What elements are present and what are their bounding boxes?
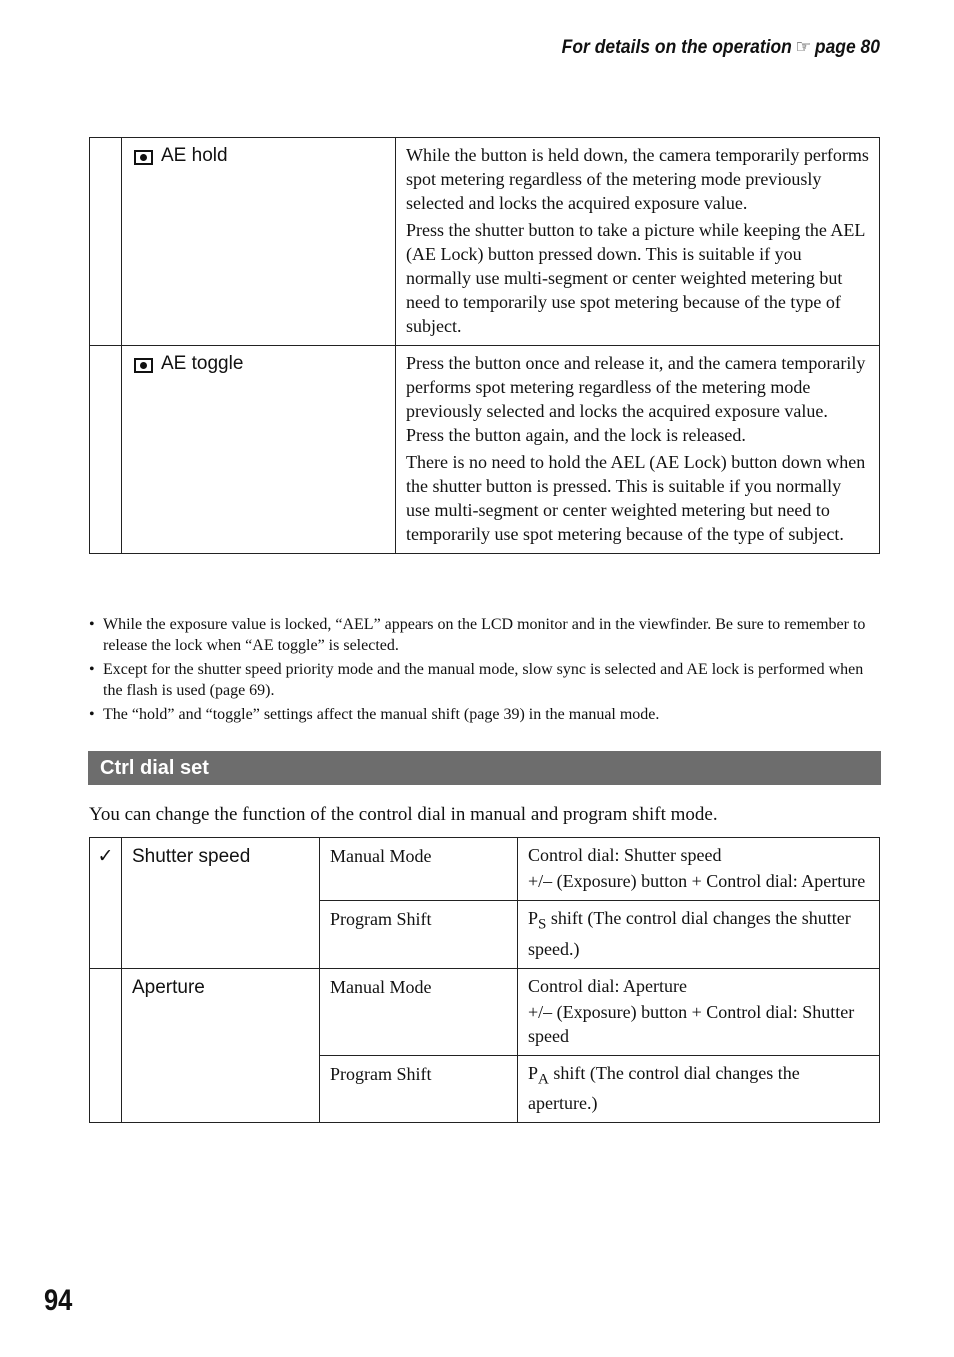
- shift-symbol: P: [528, 908, 539, 928]
- function-text: +/– (Exposure) button + Control dial: Aperture: [528, 871, 866, 891]
- mode-cell: Program Shift: [320, 1055, 518, 1123]
- table-row: [90, 138, 880, 346]
- shift-subscript: S: [538, 916, 547, 933]
- setting-cell: [122, 346, 396, 554]
- mode-cell: Manual Mode: [320, 968, 518, 1055]
- mode-cell: Program Shift: [320, 901, 518, 969]
- page-header: [562, 36, 880, 59]
- setting-cell: [122, 968, 320, 1123]
- empty-cell: [90, 346, 122, 554]
- description-text: Press the shutter button to take a picture while keeping the AEL (AE Lock) button pressed down. This is suitable if you normally use multi-segment or center weighted metering but need to temporarily use spot metering because of the type of subject.: [406, 220, 865, 336]
- header-text: For details on the operation: [561, 37, 792, 58]
- table-row: [90, 346, 880, 554]
- description-text: Press the button once and release it, and the camera temporarily performs spot metering regardless of the metering mode previously selected and locks the acquired exposure value. Press the button again, and the lock is released.: [406, 353, 866, 445]
- function-text: Control dial: Shutter speed: [528, 845, 722, 865]
- function-cell: [518, 1055, 880, 1123]
- setting-label: Shutter speed: [132, 846, 251, 867]
- setting-cell: [122, 138, 396, 346]
- header-page-ref: page 80: [814, 37, 880, 58]
- intro-text: You can change the function of the control dial in manual and program shift mode.: [89, 804, 718, 825]
- description-cell: [396, 138, 880, 346]
- note-item: • While the exposure value is locked, “AEL” appears on the LCD monitor and in the viewfinder. Be sure to remember to release the lock when “AE toggle” is selected.: [89, 614, 879, 656]
- shift-subscript: A: [538, 1071, 549, 1088]
- check-cell: [90, 968, 122, 1123]
- page-number: 94: [44, 1284, 73, 1317]
- function-text: Control dial: Aperture: [528, 975, 687, 996]
- function-text: shift (The control dial changes the aperture.): [528, 1062, 800, 1114]
- section-heading: Ctrl dial set: [88, 751, 881, 785]
- ae-lock-table: [89, 137, 880, 554]
- ctrl-dial-table: [89, 837, 880, 1123]
- spot-metering-icon: [134, 150, 153, 165]
- function-text: shift (The control dial changes the shutter speed.): [528, 908, 851, 959]
- note-item: • Except for the shutter speed priority mode and the manual mode, slow sync is selected and AE lock is performed when the flash is used (page 69).: [89, 659, 879, 701]
- description-cell: [396, 346, 880, 554]
- description-text: There is no need to hold the AEL (AE Lock) button down when the shutter button is pressed. This is suitable if you normally use multi-segment or center weighted metering but need to temporarily use spot metering because of the type of subject.: [406, 452, 866, 544]
- table-row: [90, 968, 880, 1055]
- note-item: • The “hold” and “toggle” settings affect the manual shift (page 39) in the manual mode.: [89, 704, 879, 725]
- notes-list: [89, 614, 879, 728]
- setting-cell: [122, 838, 320, 969]
- check-cell: [90, 838, 122, 969]
- spot-metering-icon: [134, 358, 153, 373]
- function-text: +/– (Exposure) button + Control dial: Shutter speed: [528, 1001, 855, 1046]
- pointing-hand-icon: ☞: [795, 37, 812, 58]
- setting-label: AE hold: [161, 145, 228, 166]
- table-row: [90, 838, 880, 901]
- empty-cell: [90, 138, 122, 346]
- setting-label: Aperture: [132, 976, 205, 998]
- setting-label: AE toggle: [161, 353, 244, 374]
- description-text: While the button is held down, the camera temporarily performs spot metering regardless of the metering mode previously selected and locks the acquired exposure value.: [406, 145, 869, 213]
- function-cell: [518, 968, 880, 1055]
- shift-symbol: P: [528, 1062, 539, 1083]
- function-cell: [518, 838, 880, 901]
- mode-cell: Manual Mode: [320, 838, 518, 901]
- checkmark-icon: ✓: [97, 846, 114, 867]
- function-cell: [518, 901, 880, 969]
